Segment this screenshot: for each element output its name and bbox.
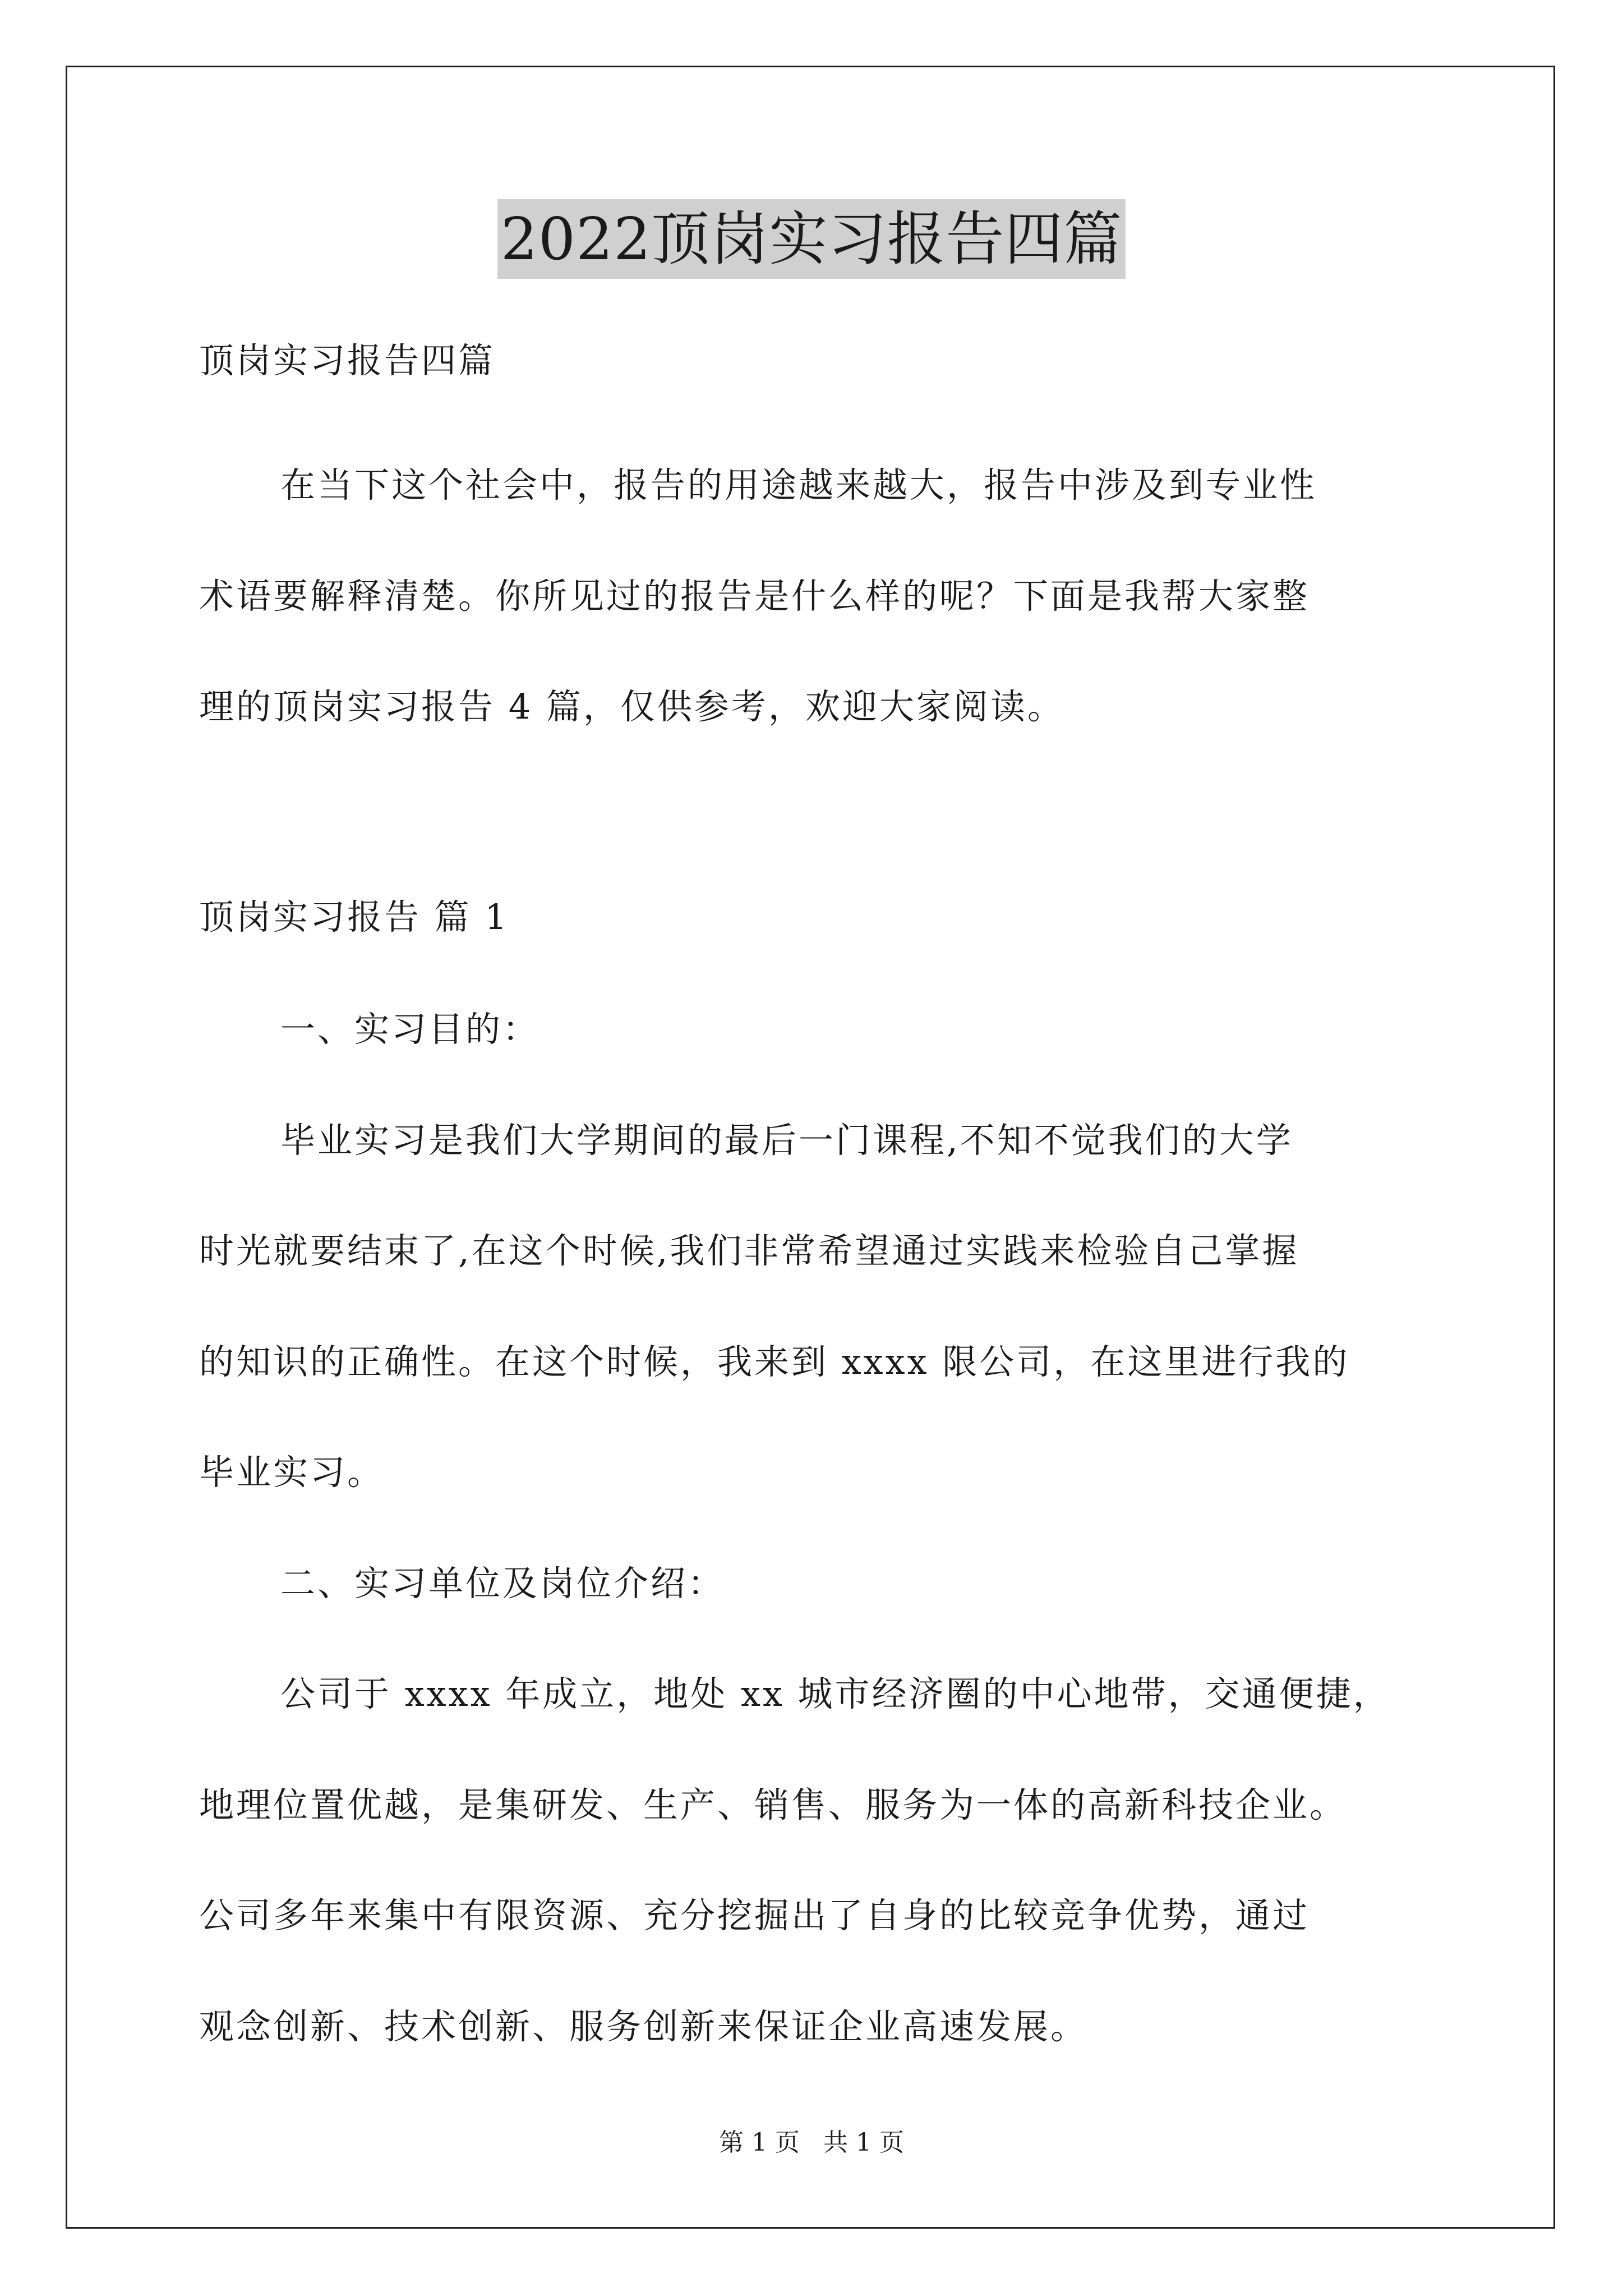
part2-line-4: 观念创新、技术创新、服务创新来保证企业高速发展。 <box>199 2006 1088 2047</box>
title-container <box>0 199 1623 279</box>
document-title: 2022顶岗实习报告四篇 <box>497 199 1126 279</box>
part1-line-2: 时光就要结束了,在这个时候,我们非常希望通过实践来检验自己掌握 <box>199 1230 1299 1271</box>
part2-heading: 二、实习单位及岗位介绍： <box>280 1563 725 1604</box>
page-footer: 第 1 页 共 1 页 <box>719 2128 904 2157</box>
intro-line-3: 理的顶岗实习报告 4 篇，仅供参考，欢迎大家阅读。 <box>199 686 1064 727</box>
part1-line-4: 毕业实习。 <box>199 1452 385 1493</box>
part1-heading: 一、实习目的： <box>280 1009 540 1050</box>
document-subtitle: 顶岗实习报告四篇 <box>199 340 496 381</box>
part2-line-3: 公司多年来集中有限资源、充分挖掘出了自身的比较竞争优势，通过 <box>199 1895 1310 1936</box>
part1-line-3: 的知识的正确性。在这个时候，我来到 xxxx 限公司，在这里进行我的 <box>199 1341 1350 1382</box>
part2-line-1: 公司于 xxxx 年成立，地处 xx 城市经济圈的中心地带，交通便捷， <box>280 1673 1390 1714</box>
section-heading: 顶岗实习报告 篇 1 <box>199 896 509 937</box>
part1-line-1: 毕业实习是我们大学期间的最后一门课程,不知不觉我们的大学 <box>280 1120 1293 1161</box>
part2-line-2: 地理位置优越，是集研发、生产、销售、服务为一体的高新科技企业。 <box>199 1784 1347 1825</box>
intro-line-1: 在当下这个社会中，报告的用途越来越大，报告中涉及到专业性 <box>280 464 1317 505</box>
intro-line-2: 术语要解释清楚。你所见过的报告是什么样的呢？下面是我帮大家整 <box>199 576 1310 616</box>
